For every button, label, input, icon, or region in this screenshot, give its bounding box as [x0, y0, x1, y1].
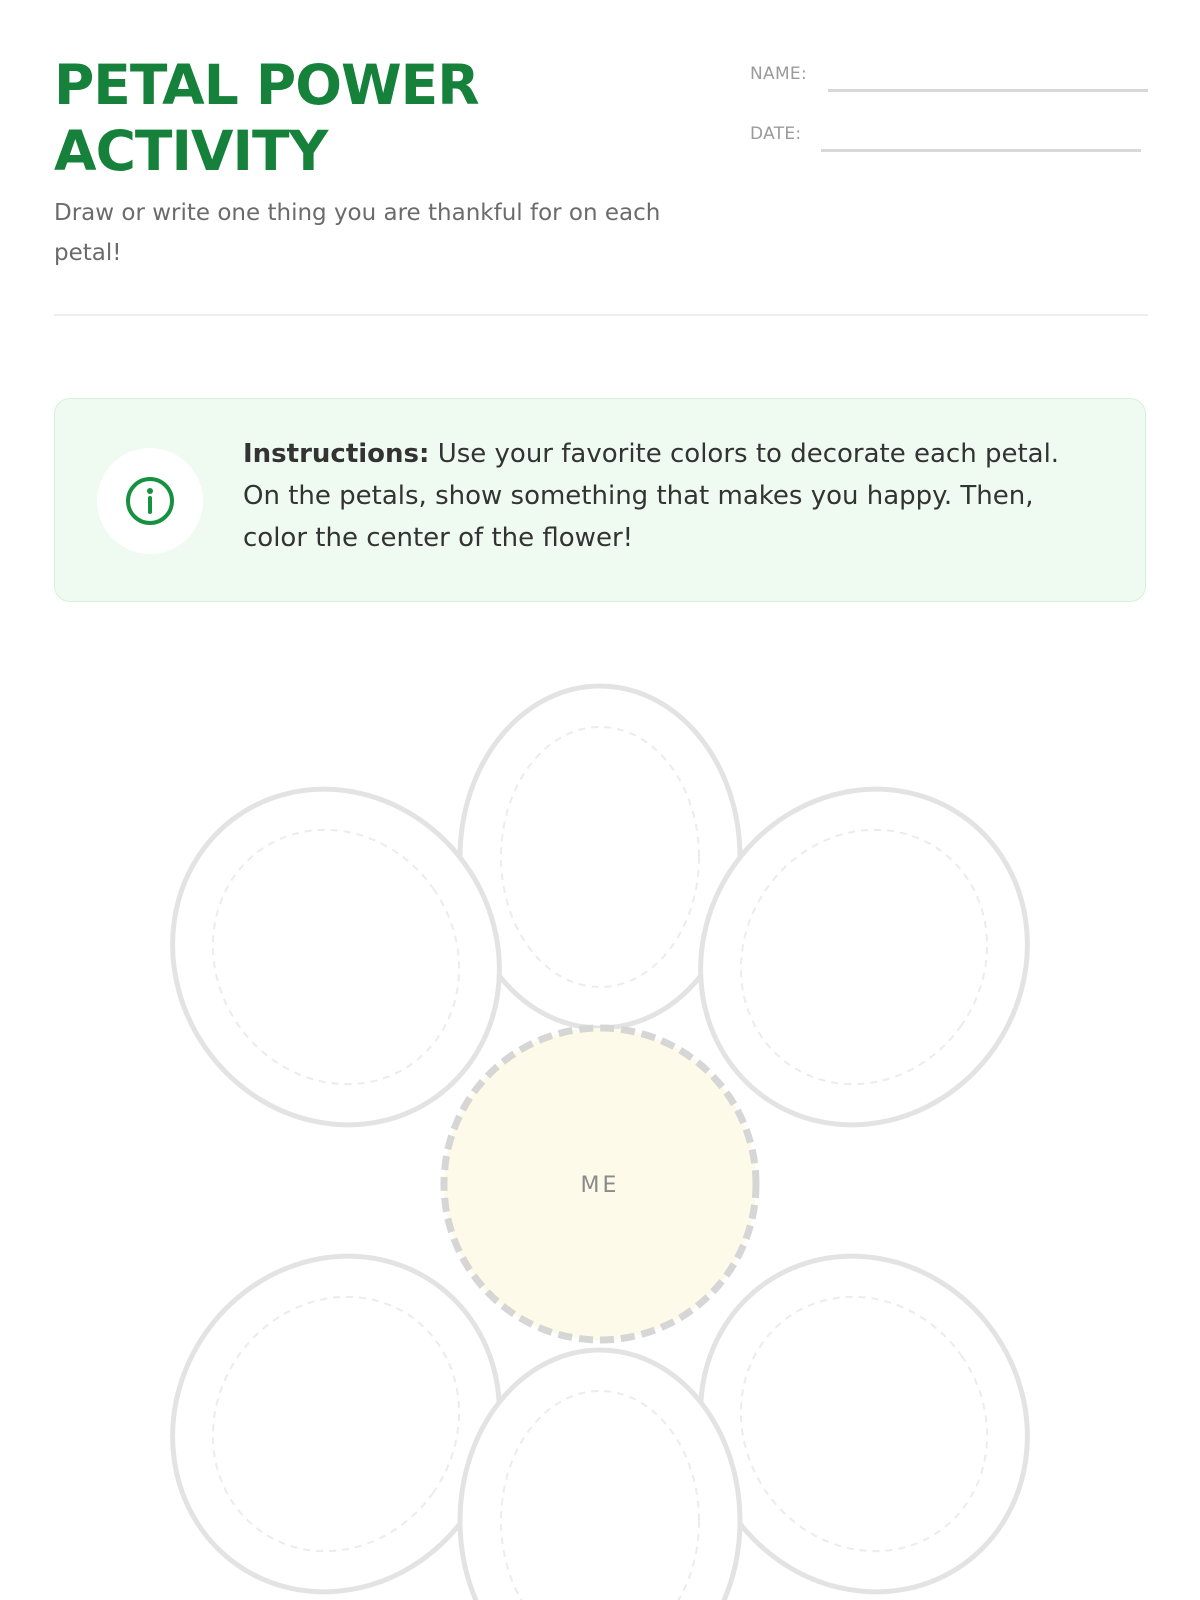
- page-title: PETAL POWER ACTIVITY: [54, 53, 479, 183]
- petal-top[interactable]: [460, 686, 740, 1028]
- instructions-body: Use your favorite colors to decorate each petal. On the petals, show something that makes you happy. Then, color the center of the flower!: [243, 439, 1060, 553]
- page-subtitle: Draw or write one thing you are thankful for on each petal!: [54, 200, 661, 266]
- instructions-lead: Instructions:: [243, 439, 430, 469]
- flower-center[interactable]: [444, 1028, 756, 1340]
- flower-center-label: ME: [580, 1173, 620, 1198]
- name-label: NAME:: [750, 64, 807, 84]
- date-label: DATE:: [750, 124, 802, 144]
- petal-bottom[interactable]: [460, 1350, 740, 1600]
